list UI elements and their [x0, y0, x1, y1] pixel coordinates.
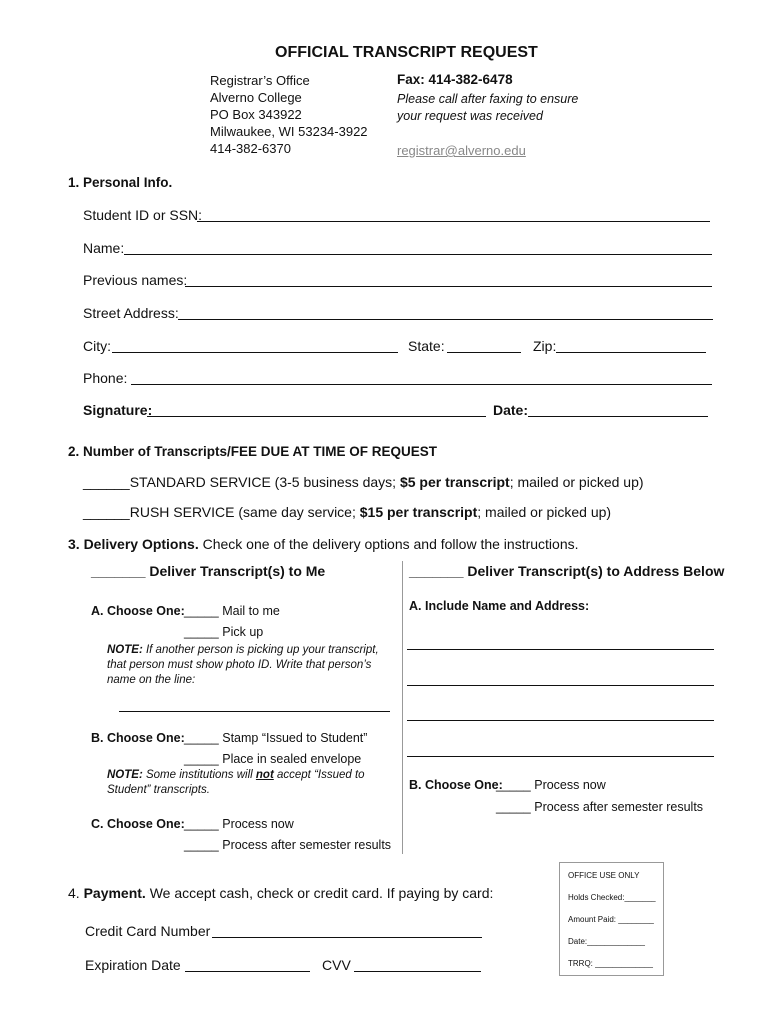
previous-names-field[interactable] [185, 286, 712, 287]
right-a-label: A. Include Name and Address: [409, 599, 590, 613]
payment-heading-rest: We accept cash, check or credit card. If paying by card: [145, 885, 494, 901]
cvv-label: CVV [322, 957, 351, 973]
payment-heading [68, 885, 493, 901]
payment-heading-bold: Payment. [83, 885, 146, 901]
street-address-label: Street Address: [83, 305, 179, 321]
payment-heading-num: 4. [68, 885, 84, 901]
stamp-note-label: NOTE: [107, 769, 143, 781]
standard-service-suffix: ; mailed or picked up) [509, 474, 644, 490]
address-line-field[interactable] [407, 649, 714, 650]
cvv-field[interactable] [354, 971, 481, 972]
fax-note [397, 91, 578, 125]
left-a-label: A. Choose One: [91, 604, 185, 618]
column-divider [402, 561, 403, 854]
student-id-field[interactable] [197, 221, 710, 222]
fax-note-line: Please call after faxing to ensure [397, 92, 579, 106]
standard-service-option[interactable] [83, 474, 644, 490]
state-label: State: [408, 338, 445, 354]
signature-label: Signature: [83, 402, 153, 418]
address-line-field[interactable] [407, 685, 714, 686]
previous-names-label: Previous names: [83, 272, 188, 288]
fax-number: Fax: 414-382-6478 [397, 72, 513, 87]
zip-label: Zip: [533, 338, 557, 354]
office-date-field: Date:_____________ [568, 937, 645, 946]
personal-info-heading: 1. Personal Info. [68, 175, 173, 190]
transcripts-heading: 2. Number of Transcripts/FEE DUE AT TIME OF REQUEST [68, 444, 438, 459]
zip-field[interactable] [556, 352, 706, 353]
stamp-note-post: accept “Issued to Student” transcripts. [107, 769, 365, 796]
address-line: 414-382-6370 [210, 141, 291, 156]
standard-service-text: ______STANDARD SERVICE (3-5 business days; [83, 474, 400, 490]
student-id-label: Student ID or SSN: [83, 207, 203, 223]
address-line: Registrar’s Office [210, 73, 310, 88]
expiration-label: Expiration Date [85, 957, 181, 973]
delivery-heading [68, 536, 579, 552]
trrq-field: TRRQ: _____________ [568, 959, 653, 968]
left-b-label: B. Choose One: [91, 731, 185, 745]
address-line: Alverno College [210, 90, 302, 105]
address-line-field[interactable] [407, 720, 714, 721]
city-label: City: [83, 338, 111, 354]
stamp-issued-option[interactable]: _____ Stamp “Issued to Student” [184, 731, 368, 745]
name-field[interactable] [124, 254, 712, 255]
card-number-label: Credit Card Number [85, 923, 211, 939]
rush-service-option[interactable] [83, 504, 611, 520]
page-title: OFFICIAL TRANSCRIPT REQUEST [275, 44, 538, 61]
registrar-email-link[interactable]: registrar@alverno.edu [397, 143, 526, 158]
pickup-note-text: If another person is picking up your transcript, that person must show photo ID. Write that person’s name on the line: [107, 644, 379, 686]
delivery-heading-bold: 3. Delivery Options. [68, 536, 199, 552]
amount-paid-field: Amount Paid: ________ [568, 915, 654, 924]
date-label: Date: [493, 402, 529, 418]
card-number-field[interactable] [212, 937, 482, 938]
phone-field[interactable] [131, 384, 712, 385]
address-line: PO Box 343922 [210, 107, 302, 122]
office-use-title: OFFICE USE ONLY [568, 871, 640, 880]
mail-to-me-option[interactable]: _____ Mail to me [184, 604, 280, 618]
city-field[interactable] [112, 352, 398, 353]
stamp-note-pre: Some institutions will [142, 769, 256, 781]
name-label: Name: [83, 240, 125, 256]
left-c-label: C. Choose One: [91, 817, 185, 831]
right-process-after-option[interactable]: _____ Process after semester results [496, 800, 704, 814]
pickup-note [107, 643, 392, 688]
street-address-field[interactable] [178, 319, 713, 320]
rush-service-text: ______RUSH SERVICE (same day service; [83, 504, 360, 520]
address-line: Milwaukee, WI 53234-3922 [210, 124, 368, 139]
date-field[interactable] [528, 416, 708, 417]
address-line-field[interactable] [407, 756, 714, 757]
left-process-after-option[interactable]: _____ Process after semester results [184, 838, 392, 852]
pickup-person-field[interactable] [119, 711, 390, 712]
registrar-address [210, 72, 368, 157]
standard-fee: $5 per transcript [399, 474, 510, 490]
deliver-to-me-option[interactable]: _______ Deliver Transcript(s) to Me [91, 563, 326, 579]
stamp-note [107, 768, 377, 798]
deliver-to-address-option[interactable]: _______ Deliver Transcript(s) to Address Below [409, 563, 725, 579]
stamp-note-not: not [255, 769, 274, 781]
state-field[interactable] [447, 352, 521, 353]
right-b-label: B. Choose One: [409, 778, 503, 792]
office-use-box [559, 862, 664, 976]
pick-up-option[interactable]: _____ Pick up [184, 625, 264, 639]
rush-fee: $15 per transcript [359, 504, 478, 520]
left-process-now-option[interactable]: _____ Process now [184, 817, 294, 831]
pickup-note-label: NOTE: [107, 644, 143, 656]
right-process-now-option[interactable]: _____ Process now [496, 778, 606, 792]
rush-service-suffix: ; mailed or picked up) [477, 504, 612, 520]
delivery-heading-rest: Check one of the delivery options and follow the instructions. [198, 536, 579, 552]
expiration-field[interactable] [185, 971, 310, 972]
fax-note-line: your request was received [397, 109, 543, 123]
sealed-envelope-option[interactable]: _____ Place in sealed envelope [184, 752, 362, 766]
signature-field[interactable] [147, 416, 486, 417]
phone-label: Phone: [83, 370, 128, 386]
holds-checked-field: Holds Checked:_______ [568, 893, 656, 902]
